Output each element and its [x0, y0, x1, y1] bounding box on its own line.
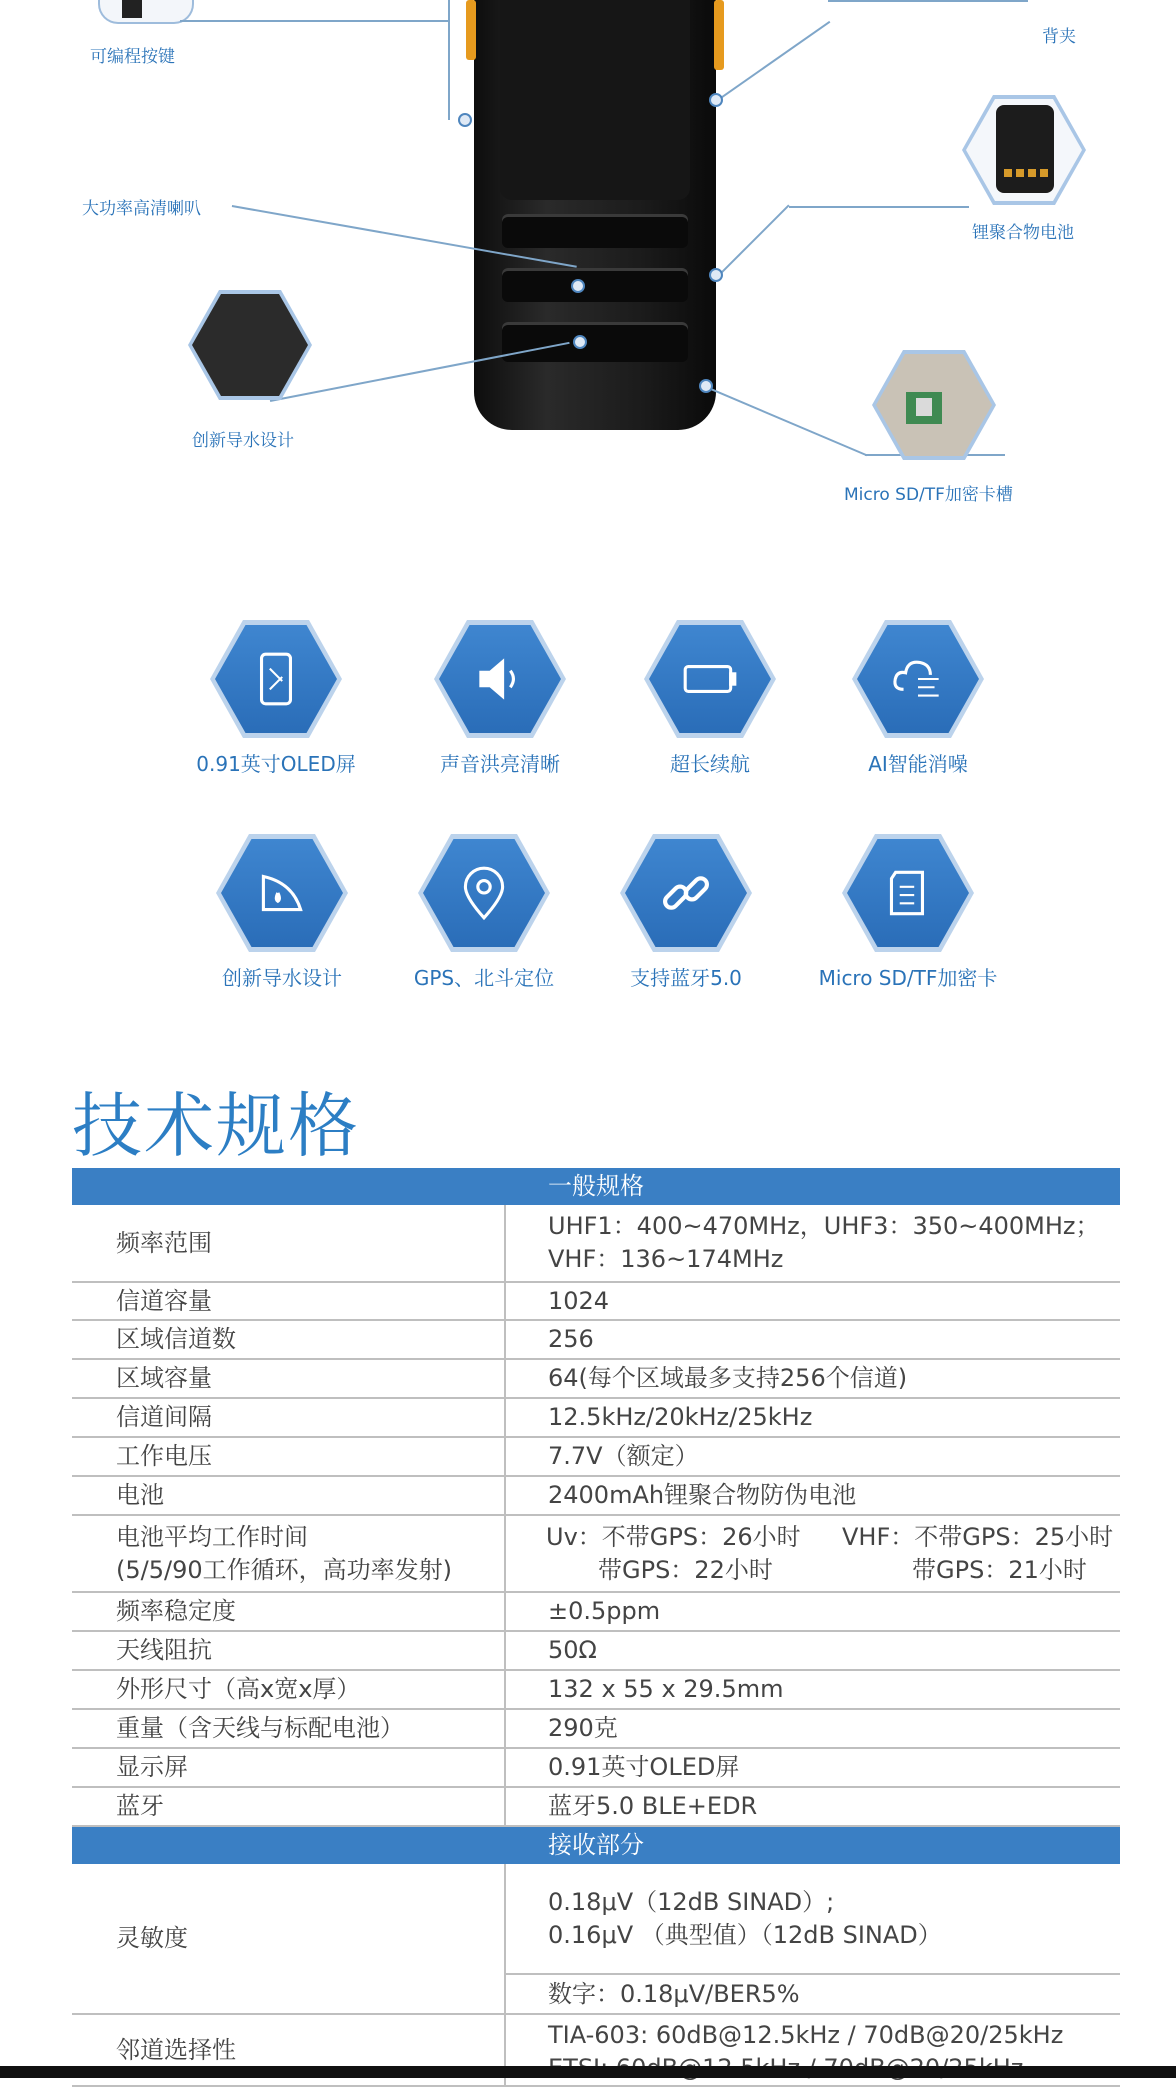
feature-item — [384, 834, 584, 991]
battery-icon — [679, 648, 741, 710]
table-row: 频率范围 UHF1：400~470MHz，UHF3：350~400MHz； VHF：136~174MHz — [72, 1205, 1120, 1282]
table-row: 电池平均工作时间 (5/5/90工作循环，高功率发射) Uv：不带GPS：26小时 VHF：不带GPS：25小时 带GPS：22小时 带GPS：21小时 — [72, 1515, 1120, 1592]
cloud-circuit-icon — [887, 648, 949, 710]
sd-card-icon — [877, 862, 939, 924]
table-row: 显示屏 0.91英寸OLED屏 — [72, 1748, 1120, 1787]
link-icon — [655, 862, 717, 924]
table-row: 重量（含天线与标配电池） 290克 — [72, 1709, 1120, 1748]
feature-label: 超长续航 — [670, 752, 750, 776]
spec-title: 技术规格 — [72, 1085, 360, 1167]
feature-item — [586, 834, 786, 991]
spec-table — [72, 1168, 1120, 2087]
feature-label: 创新导水设计 — [222, 966, 342, 990]
table-row: 区域信道数 256 — [72, 1320, 1120, 1359]
table-row: 信道容量 1024 — [72, 1282, 1120, 1320]
card-slot-thumbnail — [872, 350, 996, 460]
callout-speaker: 大功率高清喇叭 — [82, 199, 201, 219]
table-row: 信道间隔 12.5kHz/20kHz/25kHz — [72, 1398, 1120, 1437]
feature-label: 支持蓝牙5.0 — [630, 966, 742, 990]
callout-card-slot: Micro SD/TF加密卡槽 — [844, 485, 1013, 505]
speaker-icon — [469, 648, 531, 710]
phone-screen-icon — [245, 648, 307, 710]
feature-item — [400, 620, 600, 777]
table-row: 区域容量 64(每个区域最多支持256个信道) — [72, 1359, 1120, 1398]
table-row: 灵敏度 0.18μV（12dB SINAD）; 0.16μV （典型值）（12dB SINAD） — [72, 1864, 1120, 1974]
table-row: 数字：0.18μV/BER5% — [72, 1974, 1120, 2014]
section-header-general: 一般规格 — [72, 1168, 1120, 1205]
callout-drainage: 创新导水设计 — [192, 431, 294, 451]
callout-programmable-key: 可编程按键 — [90, 47, 175, 67]
table-row: 电池 2400mAh锂聚合物防伪电池 — [72, 1476, 1120, 1515]
feature-item — [818, 620, 1018, 777]
water-drain-icon — [251, 862, 313, 924]
section-header-receive: 接收部分 — [72, 1826, 1120, 1864]
feature-label: 声音洪亮清晰 — [440, 752, 560, 776]
feature-item — [610, 620, 810, 777]
battery-thumbnail — [962, 95, 1086, 205]
location-pin-icon — [453, 862, 515, 924]
table-row: 频率稳定度 ±0.5ppm — [72, 1592, 1120, 1631]
table-row: 蓝牙 蓝牙5.0 BLE+EDR — [72, 1787, 1120, 1826]
feature-label: Micro SD/TF加密卡 — [818, 966, 998, 990]
feature-label: 0.91英寸OLED屏 — [196, 752, 356, 776]
callout-back-clip: 背夹 — [1042, 27, 1076, 47]
feature-item — [182, 834, 382, 991]
feature-label: GPS、北斗定位 — [413, 966, 555, 990]
drainage-thumbnail — [188, 290, 312, 400]
callout-battery: 锂聚合物电池 — [972, 223, 1074, 243]
radio-body-image — [474, 0, 716, 430]
table-row: 天线阻抗 50Ω — [72, 1631, 1120, 1670]
bottom-edge-bar — [0, 2066, 1176, 2078]
table-row: 邻道选择性 TIA-603: 60dB@12.5kHz / 70dB@20/25kHz — [72, 2014, 1120, 2086]
feature-item — [176, 620, 376, 777]
feature-item — [808, 834, 1008, 991]
table-row: 工作电压 7.7V（额定） — [72, 1437, 1120, 1476]
feature-label: AI智能消噪 — [868, 752, 968, 776]
table-row: 外形尺寸（高x宽x厚） 132 x 55 x 29.5mm — [72, 1670, 1120, 1709]
